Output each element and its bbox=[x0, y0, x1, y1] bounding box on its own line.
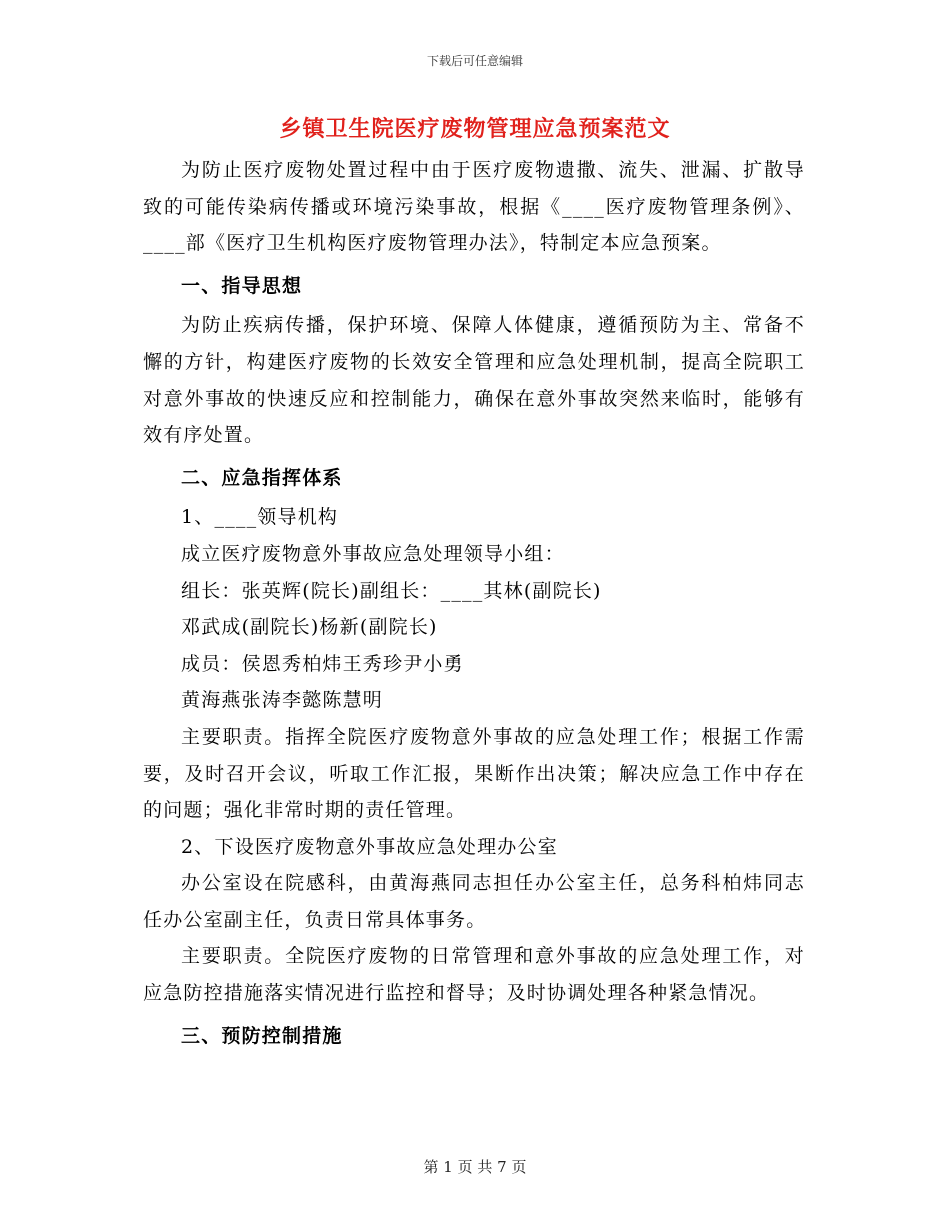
subsection-office: 2、下设医疗废物意外事故应急处理办公室 bbox=[181, 835, 558, 858]
leaders-line-2: 邓武成(副院长)杨新(副院长) bbox=[181, 616, 438, 639]
leadership-group-line: 成立医疗废物意外事故应急处理领导小组： bbox=[181, 542, 565, 565]
leadership-duties-paragraph: 主要职责。指挥全院医疗废物意外事故的应急处理工作；根据工作需要，及时召开会议，听取工作汇报，果断作出决策；解决应急工作中存在的问题；强化非常时期的责任管理。 bbox=[143, 725, 805, 822]
document-title: 乡镇卫生院医疗废物管理应急预案范文 bbox=[279, 116, 671, 142]
section-heading-command-system: 二、应急指挥体系 bbox=[181, 466, 343, 489]
members-line-2: 黄海燕张涛李懿陈慧明 bbox=[181, 689, 384, 712]
office-duties-paragraph: 主要职责。全院医疗废物的日常管理和意外事故的应急处理工作，对应急防控措施落实情况进行监控和督导；及时协调处理各种紧急情况。 bbox=[143, 945, 805, 1005]
office-setup-paragraph: 办公室设在院感科，由黄海燕同志担任办公室主任，总务科柏炜同志任办公室副主任，负责日常具体事务。 bbox=[143, 872, 805, 931]
header-note: 下载后可任意编辑 bbox=[426, 54, 523, 68]
intro-paragraph: 为防止医疗废物处置过程中由于医疗废物遗撒、流失、泄漏、扩散导致的可能传染病传播或环境污染事故，根据《____医疗废物管理条例》、____部《医疗卫生机构医疗废物管理办法》，特制定本应急预案。 bbox=[143, 159, 805, 255]
section-heading-prevention: 三、预防控制措施 bbox=[181, 1024, 343, 1047]
document-body bbox=[143, 152, 805, 1057]
leaders-line-1: 组长：张英辉(院长)副组长：____其林(副院长) bbox=[181, 579, 602, 602]
page-indicator: 第 1 页 共 7 页 bbox=[423, 1158, 527, 1176]
section-heading-guiding-ideology: 一、指导思想 bbox=[181, 274, 303, 297]
subsection-leadership: 1、____领导机构 bbox=[181, 506, 339, 529]
guiding-ideology-paragraph: 为防止疾病传播，保护环境、保障人体健康，遵循预防为主、常备不懈的方针，构建医疗废物的长效安全管理和应急处理机制，提高全院职工对意外事故的快速反应和控制能力，确保在意外事故突然来临时，能够有效有序处置。 bbox=[143, 314, 805, 447]
members-line-1: 成员：侯恩秀柏炜王秀珍尹小勇 bbox=[181, 652, 464, 675]
